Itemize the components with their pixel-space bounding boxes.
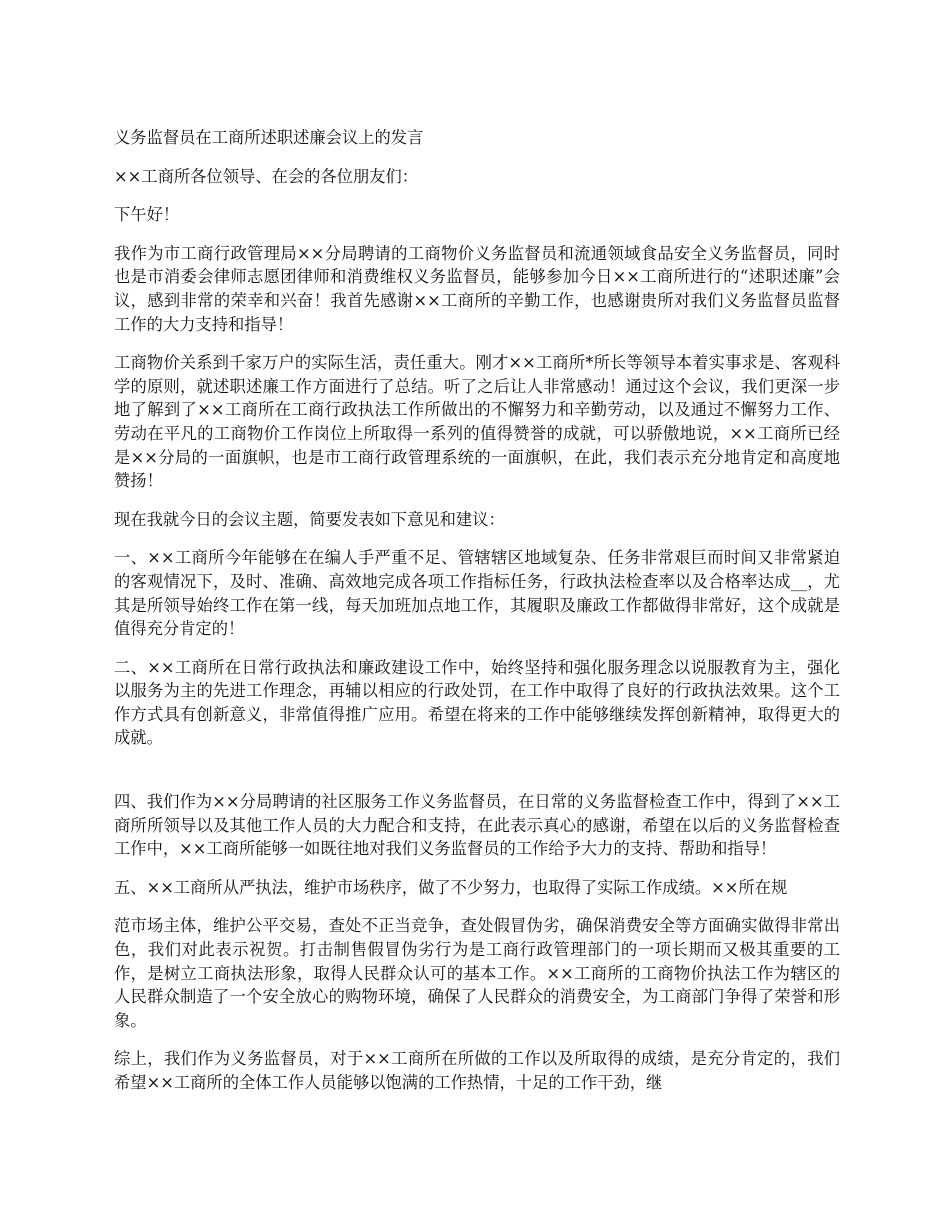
- paragraph-point-two: 二、××工商所在日常行政执法和廉政建设工作中，始终坚持和强化服务理念以说服教育为主，强化以服务为主的先进工作理念，再辅以相应的行政处罚，在工作中取得了良好的行政执法效果。这个工作方式具有创新意义，非常值得推广应用。希望在将来的工作中能够继续发挥创新精神，取得更大的成就。: [114, 657, 840, 748]
- paragraph-point-four: 四、我们作为××分局聘请的社区服务工作义务监督员，在日常的义务监督检查工作中，得到了××工商所所领导以及其他工作人员的大力配合和支持，在此表示真心的感谢，希望在以后的义务监督检查工作中，××工商所能够一如既往地对我们义务监督员的工作给予大力的支持、帮助和指导！: [114, 792, 840, 859]
- document-title: 义务监督员在工商所述职述廉会议上的发言: [114, 128, 424, 147]
- document-page: [114, 126, 840, 1110]
- paragraph-conclusion: 综上，我们作为义务监督员，对于××工商所在所做的工作以及所取得的成绩，是充分肯定的，我们希望××工商所的全体工作人员能够以饱满的工作热情，十足的工作干劲，继: [114, 1049, 840, 1092]
- greeting: 下午好！: [114, 205, 180, 225]
- paragraph-continuation: 范市场主体，维护公平交易，查处不正当竞争，查处假冒伪劣，确保消费安全等方面确实做得非常出色，我们对此表示祝贺。打击制售假冒伪劣行为是工商行政管理部门的一项长期而又极其重要的工作，是树立工商执法形象，取得人民群众认可的基本工作。××工商所的工商物价执法工作为辖区的人民群众制造了一个安全放心的购物环境，确保了人民群众的消费安全，为工商部门争得了荣誉和形象。: [114, 916, 840, 1030]
- paragraph-intro: 我作为市工商行政管理局××分局聘请的工商物价义务监督员和流通领域食品安全义务监督员，同时也是市消委会律师志愿团律师和消费维权义务监督员，能够参加今日××工商所进行的“述职述廉”会议，感到非常的荣幸和兴奋！我首先感谢××工商所的辛勤工作，也感谢贵所对我们义务监督员监督工作的大力支持和指导！: [114, 243, 840, 334]
- paragraph-point-one: 一、××工商所今年能够在在编人手严重不足、管辖辖区地域复杂、任务非常艰巨而时间又非常紧迫的客观情况下，及时、准确、高效地完成各项工作指标任务，行政执法检查率以及合格率达成__，尤其是所领导始终工作在第一线，每天加班加点地工作，其履职及廉政工作都做得非常好，这个成就是值得充分肯定的！: [114, 548, 840, 639]
- paragraph-topic: 现在我就今日的会议主题，简要发表如下意见和建议：: [114, 509, 505, 529]
- paragraph-praise: 工商物价关系到千家万户的实际生活，责任重大。刚才××工商所*所长等领导本着实事求是、客观科学的原则，就述职述廉工作方面进行了总结。听了之后让人非常感动！通过这个会议，我们更深一步地了解到了××工商所在工商行政执法工作所做出的不懈努力和辛勤劳动，以及通过不懈努力工作、劳动在平凡的工商物价工作岗位上所取得一系列的值得赞誉的成就，可以骄傲地说，××工商所已经是××分局的一面旗帜，也是市工商行政管理系统的一面旗帜，在此，我们表示充分地肯定和高度地赞扬！: [114, 353, 840, 491]
- salutation: ××工商所各位领导、在会的各位朋友们：: [114, 166, 419, 186]
- paragraph-point-five: 五、××工商所从严执法，维护市场秩序，做了不少努力，也取得了实际工作成绩。××所在规: [114, 877, 788, 897]
